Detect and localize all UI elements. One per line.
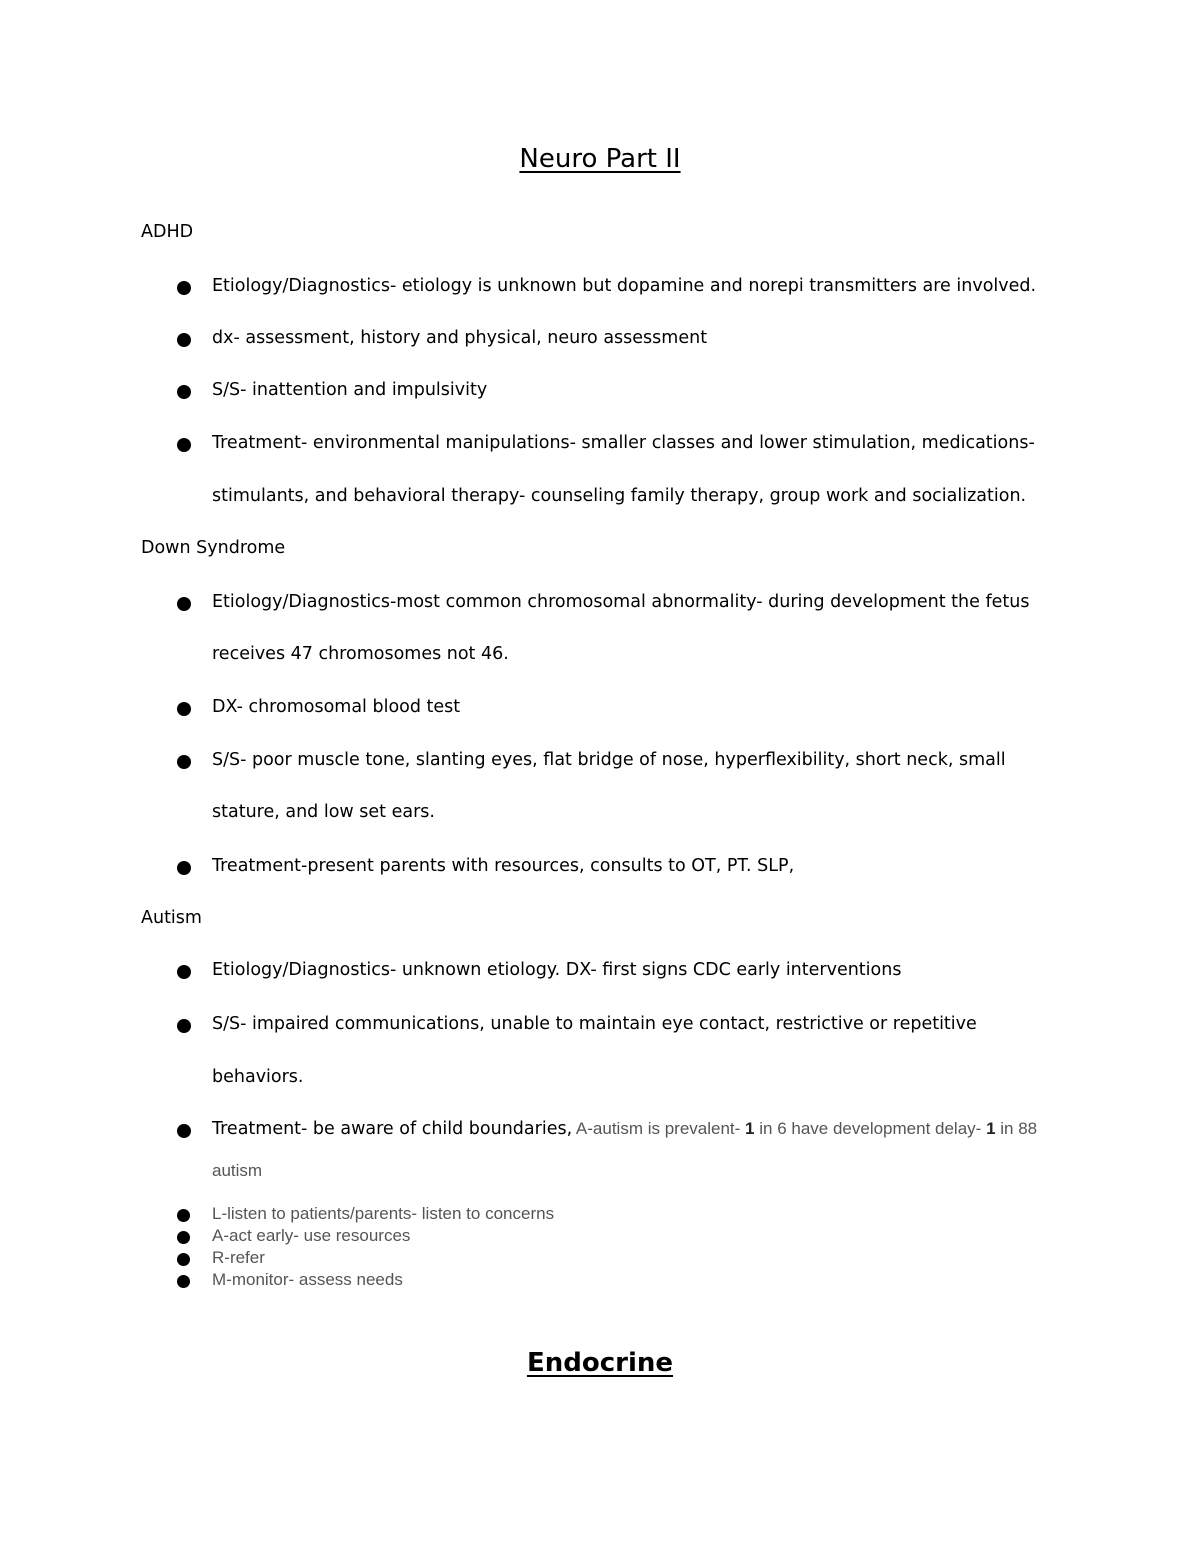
treatment-gray-text: A-autism is prevalent- bbox=[572, 1119, 746, 1138]
section-heading-down-syndrome: Down Syndrome bbox=[141, 538, 286, 558]
bullet-icon bbox=[177, 755, 191, 769]
list-item-continuation: autism bbox=[212, 1161, 263, 1180]
list-item: S/S- poor muscle tone, slanting eyes, flat bridge of nose, hyperflexibility, short neck, small bbox=[212, 750, 1006, 770]
treatment-number: 1 bbox=[745, 1119, 755, 1138]
bullet-icon bbox=[177, 1253, 190, 1266]
treatment-text: Treatment- be aware of child boundaries, bbox=[212, 1119, 573, 1139]
list-item: Etiology/Diagnostics- unknown etiology. DX- first signs CDC early interventions bbox=[212, 960, 902, 980]
list-item: dx- assessment, history and physical, neuro assessment bbox=[212, 328, 708, 348]
bullet-icon bbox=[177, 385, 191, 399]
treatment-gray-text: in 88 bbox=[995, 1119, 1038, 1138]
list-item: Etiology/Diagnostics- etiology is unknown but dopamine and norepi transmitters are involved. bbox=[212, 276, 1037, 296]
list-item: S/S- inattention and impulsivity bbox=[212, 380, 488, 400]
bullet-icon bbox=[177, 333, 191, 347]
list-item: Treatment-present parents with resources, consults to OT, PT. SLP, bbox=[212, 856, 795, 876]
bullet-icon bbox=[177, 597, 191, 611]
bullet-icon bbox=[177, 1209, 190, 1222]
list-item-continuation: stimulants, and behavioral therapy- counseling family therapy, group work and socialization. bbox=[212, 486, 1027, 506]
bullet-icon bbox=[177, 1231, 190, 1244]
list-item: S/S- impaired communications, unable to maintain eye contact, restrictive or repetitive bbox=[212, 1014, 977, 1034]
list-item: Etiology/Diagnostics-most common chromosomal abnormality- during development the fetus bbox=[212, 592, 1030, 612]
list-item-treatment bbox=[212, 1117, 1037, 1141]
list-item: R-refer bbox=[212, 1248, 265, 1267]
bullet-icon bbox=[177, 702, 191, 716]
treatment-gray-text: in 6 have development delay- bbox=[754, 1119, 987, 1138]
page-title: Neuro Part II bbox=[519, 144, 681, 174]
next-section-title: Endocrine bbox=[526, 1348, 674, 1378]
bullet-icon bbox=[177, 1019, 191, 1033]
list-item: A-act early- use resources bbox=[212, 1226, 411, 1245]
list-item-continuation: stature, and low set ears. bbox=[212, 802, 435, 822]
bullet-icon bbox=[177, 1124, 191, 1138]
bullet-icon bbox=[177, 281, 191, 295]
bullet-icon bbox=[177, 861, 191, 875]
list-item: DX- chromosomal blood test bbox=[212, 697, 461, 717]
bullet-icon bbox=[177, 438, 191, 452]
list-item-continuation: receives 47 chromosomes not 46. bbox=[212, 644, 509, 664]
section-heading-adhd: ADHD bbox=[141, 222, 194, 242]
bullet-icon bbox=[177, 1275, 190, 1288]
treatment-number: 1 bbox=[986, 1119, 996, 1138]
bullet-icon bbox=[177, 965, 191, 979]
list-item-continuation: behaviors. bbox=[212, 1067, 304, 1087]
list-item: M-monitor- assess needs bbox=[212, 1270, 403, 1289]
section-heading-autism: Autism bbox=[141, 908, 202, 928]
list-item: L-listen to patients/parents- listen to concerns bbox=[212, 1204, 555, 1223]
list-item: Treatment- environmental manipulations- smaller classes and lower stimulation, medications- bbox=[212, 433, 1035, 453]
